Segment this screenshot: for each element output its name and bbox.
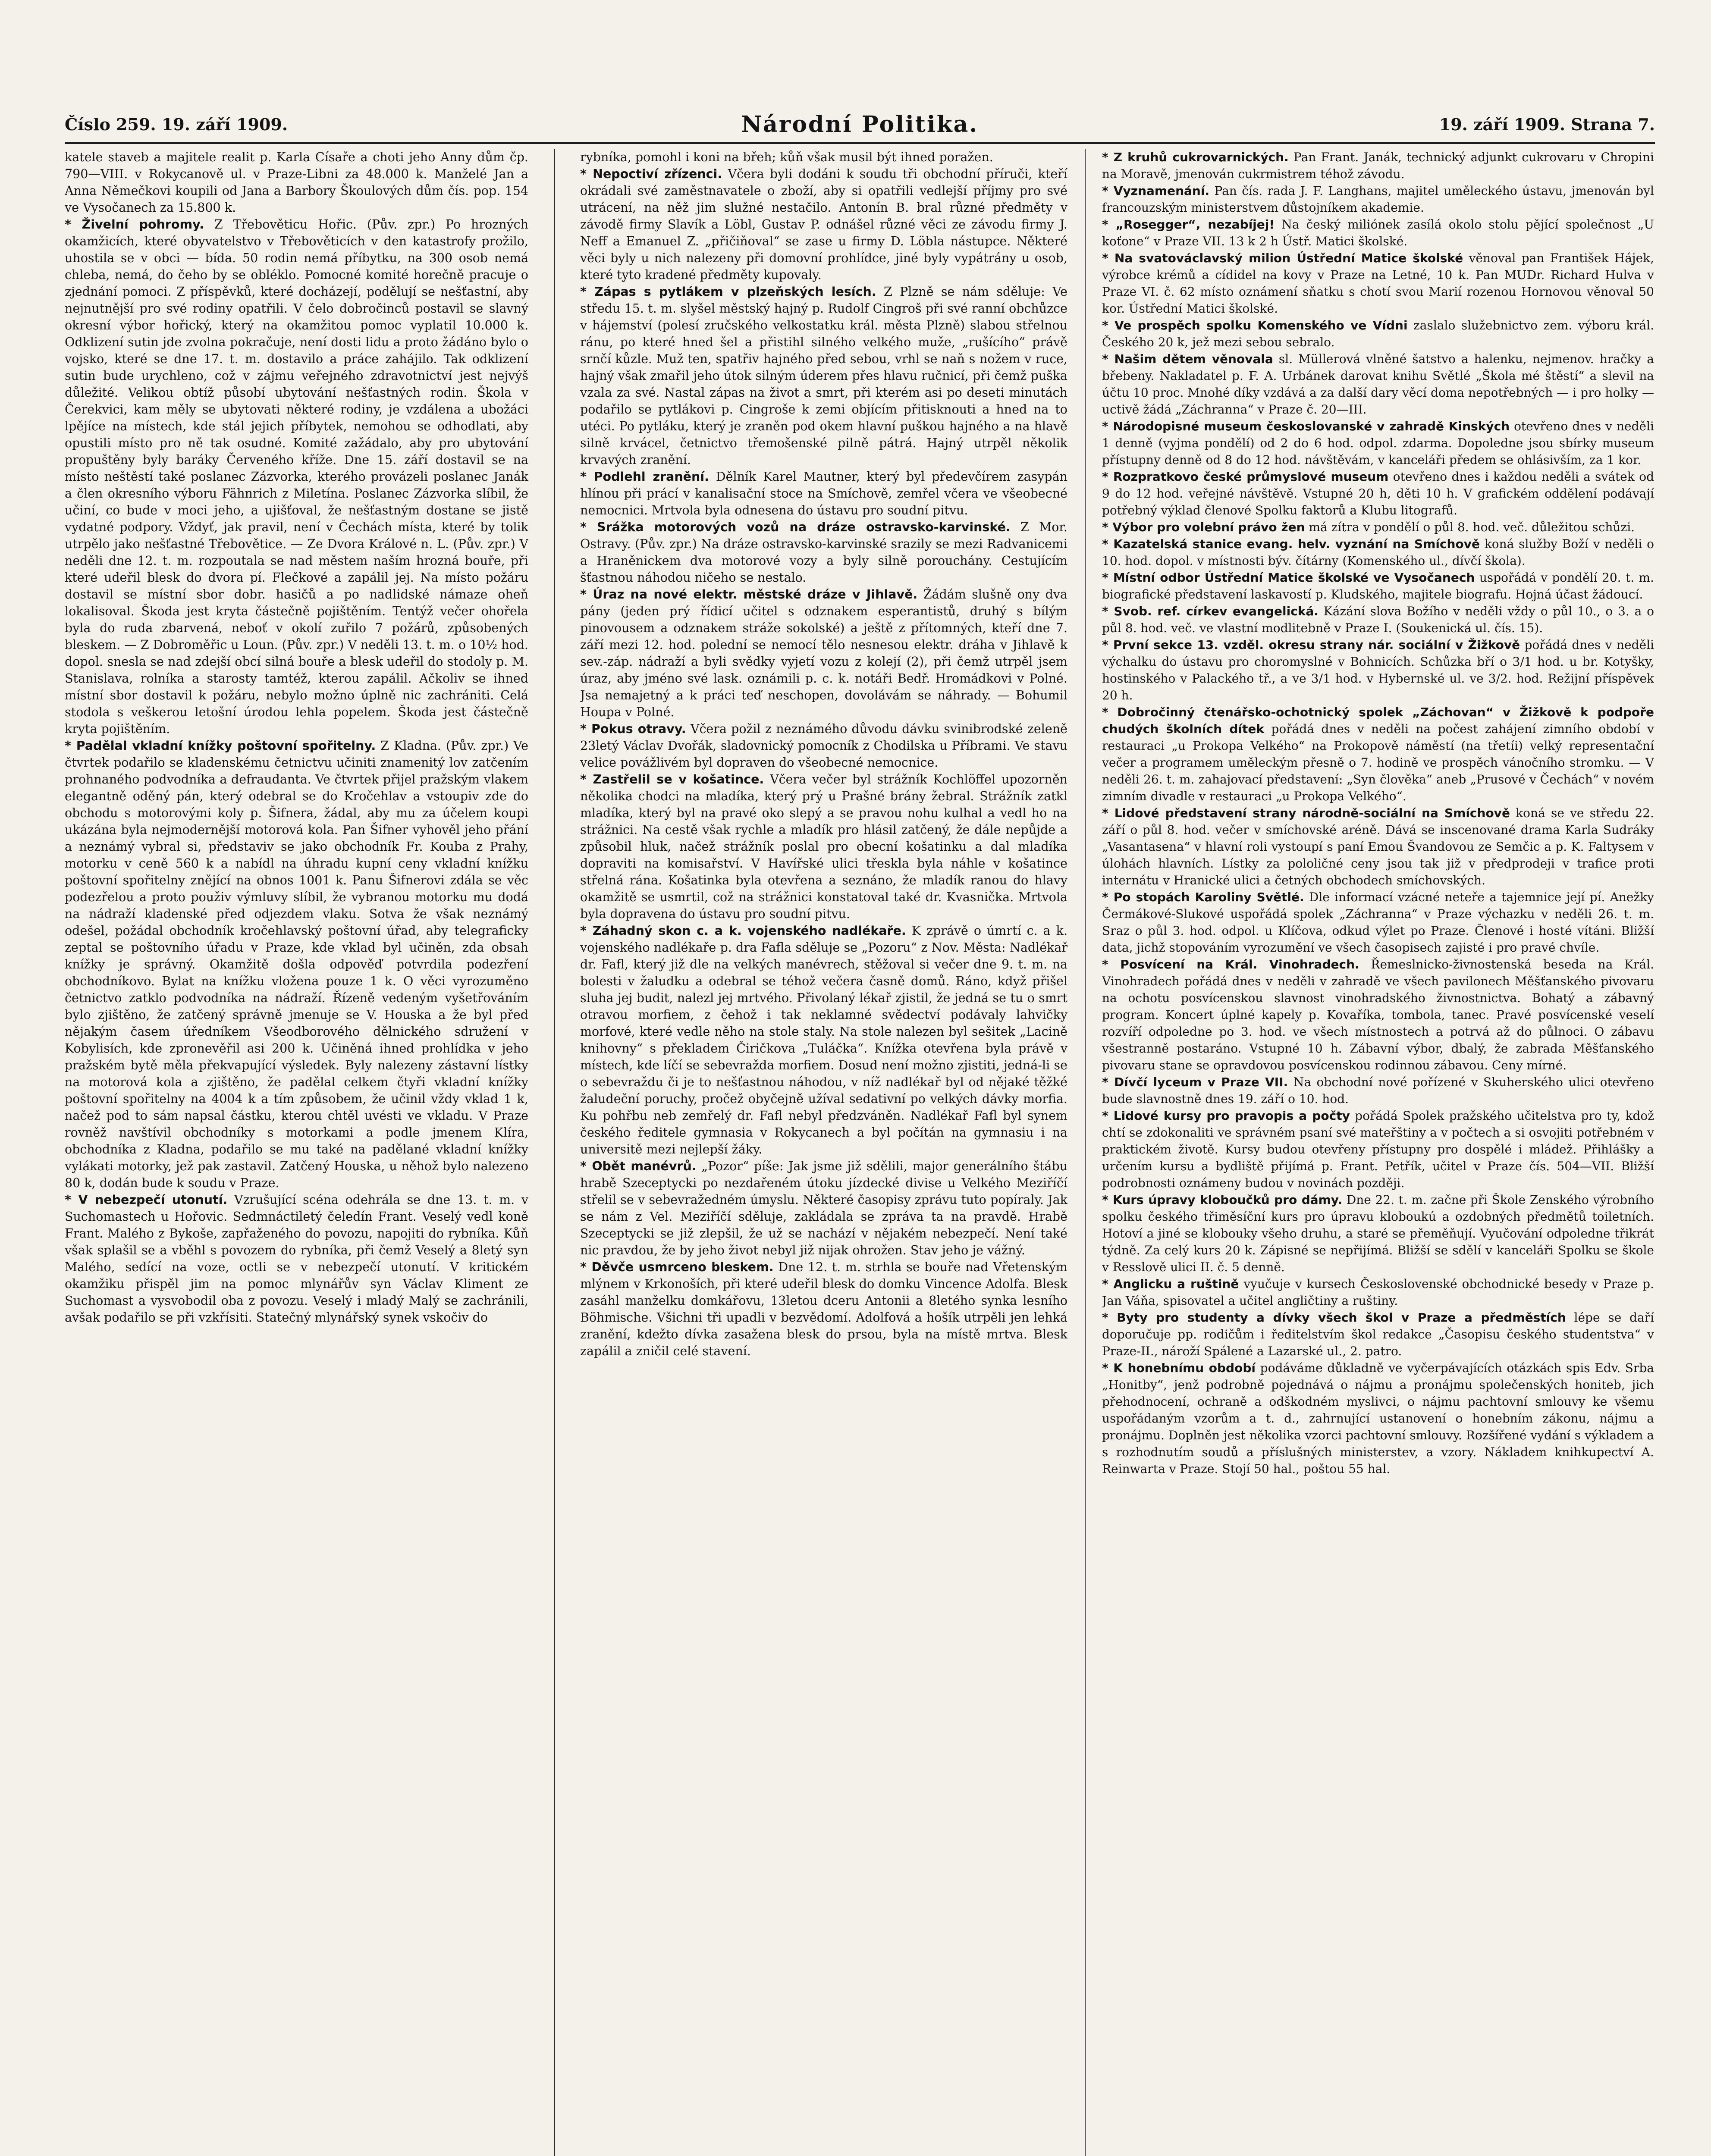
article-body: sl. Müllerová vlněné šatstvo a halenku, nejmenov. hračky a břebeny. Nakladatel p. F. A. Urbánek darovat knihu Světlé „Škola mé štěstí“ a slevil na účtu 10 proc. Mnohé díky vzdává a za další dary věcí doma nepotřebných — i pro holky — uctivě žádá „Záchranna“ v Praze č. 20—III. <box>1102 352 1654 417</box>
article-body: vyučuje v kursech Československé obchodnické besedy v Praze p. Jan Váňa, spisovatel a učitel angličtiny a ruštiny. <box>1102 1277 1654 1308</box>
article-headline: * Zastřelil se v košatince. <box>580 772 764 787</box>
article-body: Včera požil z neznámého důvodu dávku svinibrodské zeleně 23letý Václav Dvořák, sladovnický pomocník z Chodilska u Příbrami. Ve stavu velice povážlivém byl dopraven do všeobecné nemocnice. <box>580 722 1067 770</box>
article-headline: * Ve prospěch spolku Komenského ve Vídni <box>1102 318 1408 332</box>
article-body: Na český miliónek zasílá okolo stolu pějící společnost „U koťone“ v Praze VII. 13 k 2 h Ústř. Matici školské. <box>1102 217 1654 248</box>
article-headline: * Obět manévrů. <box>580 1159 697 1173</box>
article-body: Dne 12. t. m. strhla se bouře nad Vřetenským mlýnem v Krkonoších, při které udeřil blesk do domku Vincence Adolfa. Blesk zasáhl manželku domkářovu, 13letou dceru Antonii a 8letého synka lesního Böhmische. Všichni tři upadli v bezvědomí. Adolfová a hošík utrpěli jen lehká zranění, kdežto dívka zasažena blesk do prsou, byla na místě mrtva. Blesk zapálil a zničil celé stavení. <box>580 1260 1067 1358</box>
article-headline: * Anglicku a ruštině <box>1102 1277 1239 1291</box>
article-body: podáváme důkladně ve vyčerpávajících otázkách spis Edv. Srba „Honitby“, jenž podrobně pojednává o nájmu a pronájmu společenských honiteb, jich přehodnocení, ochraně a odškodném myslivci, o nájmu pachtovní smlouvy ke všemu uspořádaným vzorům a t. d., zahrnující ustanovení o honebním zákonu, nájmu a pronájmu. Doplněn jest několika vzorci pachtovní smlouvy. Rozšířené vydání s výkladem a s rozhodnutím soudů a příslušných ministerstev, a vzory. Nákladem knihkupectví A. Reinwarta v Praze. Stojí 50 hal., poštou 55 hal. <box>1102 1361 1654 1476</box>
article-body: Z Mor. Ostravy. (Pův. zpr.) Na dráze ostravsko-karvinské srazily se mezi Radvanicemi a Hraněnickem dva motorové vozy a byly silně porouchány. Cestujícím šťastnou náhodou ničeho se nestalo. <box>580 520 1067 585</box>
article-body: pořádá Spolek pražského učitelstva pro ty, kdož chtí se zdokonaliti ve správném psaní své mateřštiny a v počtech a si osvojiti potřebném v praktickém životě. Kursy budou otevřeny přístupny pro dospělé i mládež. Přihlášky a určením kursu a bydliště přijímá p. Frant. Petřík, učitel v Praze čís. 504—VII. Bližší podrobnosti oznámeny budou v novinách později. <box>1102 1109 1654 1190</box>
article-body: Včera byli dodáni k soudu tři obchodní příruči, kteří okrádali své zaměstnavatele o zboží, aby si opatřili vedlejší příjmy pro své utrácení, na něž jim služné nestačilo. Antonín B. bral různé předměty v závodě firmy Slavík a Löbl, Gustav P. odnášel různé věci ze závodu firmy J. Neff a Emanuel Z. „přičiňoval“ se zase u firmy D. Löbla nástupce. Některé věci byly u nich nalezeny při domovní prohlídce, jiné byly vypátrány u osob, které tyto kradené předměty kupovaly. <box>580 167 1067 282</box>
article-body: Z Třebověticu Hořic. (Pův. zpr.) Po hrozných okamžicích, které obyvatelstvo v Třebověticích v den katastrofy prožilo, uhostila se v obci — bída. 50 rodin nemá příbytku, na 300 osob nemá chleba, nemá, do čeho by se obléklo. Pomocné komité horečně pracuje o zjednání pomoci. Z příspěvků, které docházejí, podělují se nešťastní, aby nejnutnější pro své rodiny opatřili. V čelo dobročinců postavil se slavný okresní výbor hořický, který na okamžitou pomoc vyplatil 10.000 k. Odklizení sutin jde zvolna pokračuje, není dosti lidu a proto žádáno bylo o vojsko, které se dne 17. t. m. dostavilo a práce zahájilo. Tak odklizení sutin bude urychleno, což v zájmu veřejného zdravotnictví jest nejvýš důležité. Velikou obtíž působí ubytování nešťastných rodin. Škola v Čerekvici, kam měly se ubytovati některé rodiny, je vzdálena a ubožáci lpějíce na místech, kde stál jejich příbytek, nemohou se odhodlati, aby opustili místo pro ně tak osudné. Komité zažádalo, aby pro ubytování propuštěny byly baráky Červeného kříže. Dne 15. září dostavil se na místo neštěstí také poslanec Zázvorka, kterého provázeli poslanec Janák a člen okresního výboru Fähnrich z Miletína. Poslanec Zázvorka slíbil, že učiní, co bude v moci jeho, a ujišťoval, že nešťastným dostane se jistě vydatné podpory. Vždyť, jak pravil, není v Čechách místa, které by tolik utrpělo jako nešťastné Třebovětice. — Ze Dvora Králové n. L. (Pův. zpr.) V neděli dne 12. t. m. rozpoutala se nad městem naším hrozná bouře, při které udeřil blesk do dvora pí. Flečkové a zapálil jej. Na místo požáru dostavil se místní sbor dobr. hasičů a po nadlidské námaze oheň lokalisoval. Škoda jest kryta částečně pojištěním. Tentýž večer ohořela byla do ruda zbarvená, neboť v okolí zuřilo 7 požárů, způsobených bleskem. — Z Dobroměřic u Loun. (Pův. zpr.) V neděli 13. t. m. o 10½ hod. dopol. snesla se nad zdejší obcí silná bouře a blesk udeřil do stodoly p. M. Stanislava, rolníka a starosty tamtéž, kterou zapálil. Ačkoliv se ihned místní sbor dostavil k požáru, nebylo možno úplně nic zachrániti. Celá stodola s veškerou letošní úrodou lehla popelem. Škoda jest částečně kryta pojištěním. <box>65 217 528 736</box>
article-headline: * Místní odbor Ústřední Matice školské ve Vysočanech <box>1102 570 1475 585</box>
article-body: Žádám slušně ony dva pány (jeden prý řídicí učitel s odznakem esperantistů, druhý s bílým pinovousem a odznakem stráže sokolské) a ještě z přítomných, kteří dne 7. září mezi 12. hod. polední se nemocí tělo nesnesou elektr. dráha v Jihlavě k sev.-záp. nádraží a byli svědky vyjetí vozu z kolejí (2), při čemž utrpěl jsem úraz, aby jméno své lask. oznámili p. c. k. notáři Bedř. Hromádkovi v Polné. Jsa nemajetný a k práci teď neschopen, dovolávám se náhrady. — Bohumil Houpa v Polné. <box>580 587 1067 719</box>
article-headline: * Pokus otravy. <box>580 722 686 736</box>
article-body: uspořádá v pondělí 20. t. m. biografické představení laskavostí p. Kludského, majitele biografu. Hojná účast žádoucí. <box>1102 570 1654 602</box>
article-headline: * Kazatelská stanice evang. helv. vyznání na Smíchově <box>1102 537 1480 551</box>
article-body: Řemeslnicko-živnostenská beseda na Král. Vinohradech pořádá dnes v neděli v zahradě ve všech pavilonech Měšťanského pivovaru na ochotu posvícenskou slavnost vinohradského živnostnictva. Bohatý a zábavný program. Koncert úplné kapely p. Kovaříka, tombola, tanec. Pravé posvícenské veselí rozvíří odpoledne po 3. hod. ve všech místnostech a potrvá až do půlnoci. O zábavu všestranně postaráno. Vstupné 10 h. Zábavní výbor, dbalý, že zabrada Měšťanského pivovaru stane se opravdovou posvícenskou rodinnou zábavou. Ceny mírné. <box>1102 957 1654 1072</box>
article-headline: * Z kruhů cukrovarnických. <box>1102 150 1289 164</box>
article-headline: * Dívčí lyceum v Praze VII. <box>1102 1075 1288 1089</box>
article-body: Dne 22. t. m. začne při Škole Zenského výrobního spolku českého třiměsíční kurs pro úpravu kloboukú a ozdobných předmětů toiletních. Hotoví a jiné se klobouky všeho druhu, a staré se přeměňují. Vyučování odpoledne třikrát týdně. Za celý kurs 20 k. Zápisné se nepřijímá. Bližší se sdělí v kanceláři Spolku se škole v Resslově ulici II. č. 5 denně. <box>1102 1193 1654 1274</box>
article-body: Včera večer byl strážník Kochlöffel upozorněn několika chodci na mladíka, který prý u Prašné brány žebral. Strážník zatkl mladíka, který byl na pravé oko slepý a se pravou nohu kulhal a vedl ho na strážnici. Na cestě však rychle a mladík pro hlásil zatčený, že dále nepůjde a způsobil hluk, načež strážník poslal pro obecní košatinku a dal mladíka dopraviti na komisařství. V Havířské ulici třeskla byla náhle v košatince střelná rána. Košatinka byla otevřena a seznáno, že mladík ranou do hlavy okamžitě se usmrtil, což na strážnici konstatoval také dr. Kvasnička. Mrtvola byla dopravena do ústavu pro soudní pitvu. <box>580 772 1067 921</box>
article-headline: * Našim dětem věnovala <box>1102 352 1273 366</box>
article-headline: * Svob. ref. církev evangelická. <box>1102 604 1319 618</box>
article-body: Pan Frant. Janák, technický adjunkt cukrovaru v Chropini na Moravě, jmenován cukrmistrem téhož závodu. <box>1102 150 1654 181</box>
article-headline: * Záhadný skon c. a k. vojenského nadlékaře. <box>580 924 906 938</box>
article-headline: * Nepoctiví zřízenci. <box>580 167 722 181</box>
article-headline: * Dobročinný čtenářsko-ochotnický spolek „Záchovan“ v Žižkově k podpoře chudých školních dítek <box>1102 705 1654 736</box>
column-divider <box>554 149 555 2156</box>
article-headline: * V nebezpečí utonutí. <box>65 1193 228 1207</box>
article-body: koná služby Boží v neděli o 10. hod. dopol. v místnosti býv. čítárny (Komenského ul., dívčí škola). <box>1102 537 1654 568</box>
header-issue-date: Číslo 259. 19. září 1909. <box>65 115 288 134</box>
article-body: zaslalo služebnictvo zem. výboru král. Českého 20 k, jež mezi sebou sebralo. <box>1102 318 1654 349</box>
article-body: Z Plzně se nám sděluje: Ve středu 15. t. m. slyšel městský hajný p. Rudolf Cingroš při své ranní obchůzce v hájemství (polesí zručského velkostatku král. města Plzně) slabou střelnou ránu, po které hned šel a přistihl silného velkého muže, „rušícího“ právě srnčí kůzle. Muž ten, spatřiv hajného před sebou, vrhl se naň s nožem v ruce, hajný však zmařil jeho útok silným úderem přes hlavu ručnicí, při čemž puška vzala za své. Nastal zápas na život a smrt, při kterém asi po deseti minutách podařilo se pytlákovi p. Cingroše k zemi objícím přitisknouti a hned na to utéci. Po pytláku, který je zraněn pod okem hlavní puškou hajného a na hlavě silně krvácel, četnictvo třemošenské pilně pátrá. Hajný utrpěl několik krvavých zranění. <box>580 285 1067 467</box>
article-body: K zprávě o úmrtí c. a k. vojenského nadlékaře p. dra Fafla sděluje se „Pozoru“ z Nov. Města: Nadlékař dr. Fafl, který již dle na velkých manévrech, stěžoval si večer dne 9. t. m. na bolesti v žaludku a odebral se téhož večera časně domů. Ráno, když přišel sluha jej budit, nalezl jej mrtvého. Přivolaný lékař zjistil, že jedná se tu o smrt otravou morfiem, z čehož i tak neklamné svědectví podávaly lahvičky morfové, které vedle něho na stole staly. Na stole nalezen byl sešitek „Lacině knihovny“ s překladem Čiričkova „Tuláčka“. Knížka otevřena byla právě v místech, kde líčí se sebevražda morfiem. Dosud není možno zjistiti, jedná-li se o sebevraždu či je to nešťastnou náhodou, v níž nadlékař byl od nějaké těžké žaludeční poruchy, pročež obyčejně užíval sedativní po velkých dávky morfia. Ku pohřbu neb zemřelý dr. Fafl nebyl předzváněn. Nadlékař Fafl byl synem českého ředitele gymnasia v Rokycanech a byl počítán na gymnasiu i na universitě mezi nejlepší žáky. <box>580 924 1067 1156</box>
article-headline: * Kurs úpravy kloboučků pro dámy. <box>1102 1193 1343 1207</box>
article-body: Vzrušující scéna odehrála se dne 13. t. m. v Suchomastech u Hořovic. Sedmnáctiletý čeledín Frant. Veselý vedl koně Frant. Malého z Bykoše, zapřaženého do povozu, napojiti do rybníka. Kůň však splašil se a vběhl s povozem do rybníka, při čemž Veselý a 8letý syn Malého, sedící na voze, octli se v nebezpečí utonutí. V kritickém okamžiku přispěl jim na pomoc mlynářův syn Václav Kliment ze Suchomast a vysvobodil oba z povozu. Veselý i mladý Malý se zachránili, avšak podařilo se při vzkřísiti. Statečný mlynářský synek vskočiv do <box>65 1193 528 1325</box>
header-page-number: 19. září 1909. Strana 7. <box>1439 115 1655 134</box>
article-body: Kázání slova Božího v neděli vždy o půl 10., o 3. a o půl 8. hod. več. ve vlastní modlitebně v Praze I. (Soukenická ul. čís. 15). <box>1102 604 1654 635</box>
article-headline: * Lidové představení strany národně-sociální na Smíchově <box>1102 806 1510 820</box>
article-body: pořádá dnes v neděli výchalku do ústavu pro choromyslné v Bohnicích. Schůzka bří o 3/1 hod. u br. Kotyšky, hostinského v Palackého tř., a ve 3/1 hod. v Hybernské ul. ve 3/2. hod. Režijní příspěvek 20 h. <box>1102 638 1654 702</box>
article-body: Dle informací vzácné neteře a tajemnice její pí. Anežky Čermákové-Slukové uspořádá spolek „Záchranna“ v Praze výchazku v neděli 26. t. m. Sraz o půl 3. hod. odpol. u Klíčova, odkud výlet po Praze. Členové i hosté vítáni. Bližší data, jichž stopováním vyrozumění ve všech časopisech zajisté i pro pravé chvíle. <box>1102 890 1654 955</box>
article-headline: * Vyznamenání. <box>1102 184 1210 198</box>
article-headline: * Byty pro studenty a dívky všech škol v Praze a předměstích <box>1102 1310 1566 1325</box>
article-headline: * Výbor pro volební právo žen <box>1102 520 1305 534</box>
article-body: Na obchodní nové pořízené v Skuherského ulici otevřeno bude slavnostně dnes 19. září o 10. hod. <box>1102 1075 1654 1106</box>
article-headline: * Lidové kursy pro pravopis a počty <box>1102 1109 1350 1123</box>
article-body: pořádá dnes v neděli na počest zahájení zimního období v restauraci „u Prokopa Velkého“ na Prokopově náměstí (na třetíi) velký representační večer a programem uměleckým přesně o 7. hodině ve prospěch vánočního stromku. — V neděli 26. t. m. zahajovací představení: „Syn člověka“ aneb „Prusové v Čechách“ v novém zimním divadle v restauraci „u Prokopa Velkého“. <box>1102 722 1654 803</box>
article-headline: * Po stopách Karoliny Světlé. <box>1102 890 1304 904</box>
article-headline: * Úraz na nové elektr. městské dráze v Jihlavě. <box>580 587 918 602</box>
article-body: věnoval pan František Hájek, výrobce krémů a cídidel na kovy v Praze na Letné, 10 k. Pan MUDr. Richard Hulva v Praze VI. č. 62 místo oznámení sňatku s chotí svou Marií rozenou Hornovou věnoval 50 kor. Ústřední Matici školské. <box>1102 251 1654 316</box>
article-headline: * Podlehl zranění. <box>580 470 709 484</box>
article-continuation: katele staveb a majitele realit p. Karla Císaře a choti jeho Anny dům čp. 790—VIII. v Rokycanově ul. v Praze-Libni za 48.000 k. Manželé Jan a Anna Němečkovi koupili od Jana a Barbory Škoulových dům čís. pop. 154 ve Vysočanech za 15.800 k. <box>65 150 528 215</box>
article-headline: * Rozpratkovo české průmyslové museum <box>1102 470 1389 484</box>
article-headline: * Na svatováclavský milion Ústřední Matice školské <box>1102 251 1463 265</box>
column-right <box>1102 149 1654 2156</box>
article-body: koná se ve středu 22. září o půl 8. hod. večer v smíchovské aréně. Dává se inscenované drama Karla Sudráky „Vasantasena“ v hlavní roli vystoupí s paní Emou Švandovou ze Semčic a p. K. Faltysem v úlohách hlavních. Lístky za pololičné ceny jsou tak již v předprodeji v trafice proti internátu v Hranické ulici a četných obchodech smíchovských. <box>1102 806 1654 887</box>
article-body: otevřeno dnes v neděli 1 denně (vyjma pondělí) od 2 do 6 hod. odpol. zdarma. Dopoledne jsou sbírky museum přístupny denně od 8 do 12 hod. návštěvám, v kanceláři předem se ohlásivším, za 1 kor. <box>1102 419 1654 467</box>
article-body: lépe se daří doporučuje pp. rodičům i ředitelstvím škol redakce „Časopisu českého studentstva“ v Praze-II., nároží Spálené a Lazarské ul., 2. patro. <box>1102 1310 1654 1358</box>
article-body: Pan čís. rada J. F. Langhans, majitel uměleckého ústavu, jmenován byl francouzským ministerstvem důstojníkem akademie. <box>1102 184 1654 215</box>
article-body: otevřeno dnes i každou neděli a svátek od 9 do 12 hod. veřejné návštěvě. Vstupné 20 h, děti 10 h. V grafickém oddělení podávají potřebný výklad členové Spolku faktorů a Klubu litografů. <box>1102 470 1654 517</box>
page-header <box>65 108 1655 144</box>
article-headline: * Posvícení na Král. Vinohradech. <box>1102 957 1359 971</box>
column-left <box>65 149 528 2156</box>
article-headline: * Živelní pohromy. <box>65 217 204 232</box>
article-body: „Pozor“ píše: Jak jsme již sdělili, major generálního štábu hrabě Szeceptycki po nezdařeném útoku jízdecké divise u Velkého Meziříčí střelil se v sebevražedném úmyslu. Některé časopisy zprávu tuto popíraly. Jak se nám z Vel. Meziříčí sděluje, zakládala se zpráva ta na pravdě. Hrabě Szeceptycki se již zlepšil, že už se nachází v nějakém nebezpečí. Není také nic pravdou, že by jeho život nebyl již nijak ohrožen. Stav jeho je vážný. <box>580 1159 1067 1257</box>
article-body: Z Kladna. (Pův. zpr.) Ve čtvrtek podařilo se kladenskému četnictvu učiniti znamenitý lov zatčením prohnaného podvodníka a defraudanta. Ve čtvrtek přijel pražským vlakem elegantně oděný pán, který odebral se do Kročehlav a vstoupiv zde do obchodu s motorovými koly p. Šifnera, žádal, aby mu za účelem koupi ukázána byla nejmodernější motorová kola. Pan Šifner vyhověl jeho přání a neznámý vybral si, představiv se jako obchodník Fr. Kouba z Prahy, motorku v ceně 560 k a nabídl na úhradu kupní ceny vkladní knížku poštovní spořitelny znějící na obnos 1001 k. Panu Šifnerovi zdála se věc podezřelou a proto použiv výmluvy slíbil, že vybranou motorku mu dodá na nádraží kladenské před odjezdem vlaku. Sotva že však neznámý odešel, požádal obchodník kročehlavský poštovní úřad, aby telegraficky zeptal se poštovního úřadu v Praze, kde vklad byl učiněn, zda obsah knížky je správný. Okamžitě došla odpověď potvrdila podezření obchodníkovo. Bylat na knížku vložena pouze 1 k. O věci vyrozuměno četnictvo zatklo podvodníka na nádraží. Řízeně vedeným vyšetřováním bylo zjištěno, že zatčený správně jmenuje se V. Houska a že byl před nějakým časem úředníkem Všeodborového dělnického sdružení v Kobylisích, kde zpronevěřil asi 200 k. Učiněná ihned prohlídka v jeho pražském bytě měla překvapující výsledek. Byly nalezeny zástavní lístky na motorová kola a zjištěno, že padělal celkem čtyři vkladní knížky poštovní spořitelny na 4004 k a tím způsobem, že učinil vždy vklad 1 k, načež pod to sám napsal částku, kterou chtěl uvésti ve vkladu. V Praze rovněž navštívil obchodníky s motorkami a podle jmenem Klíra, obchodníka z Kladna, podařilo se mu také na padělané vkladní knížky vylákati motorky, jež pak zastavil. Zatčený Houska, u něhož bylo nalezeno 80 k, dodán bude k soudu v Praze. <box>65 739 528 1190</box>
article-headline: * Děvče usmrceno bleskem. <box>580 1260 774 1274</box>
column-divider <box>1085 149 1086 2156</box>
article-headline: * K honebnímu období <box>1102 1361 1256 1375</box>
article-headline: * Srážka motorových vozů na dráze ostravsko-karvinské. <box>580 520 1011 534</box>
article-headline: * Národopisné museum českoslovanské v zahradě Kinských <box>1102 419 1510 433</box>
article-continuation: rybníka, pomohl i koni na břeh; kůň však musil být ihned poražen. <box>580 150 993 164</box>
article-headline: * Zápas s pytlákem v plzeňských lesích. <box>580 285 876 299</box>
article-body: má zítra v pondělí o půl 8. hod. več. důležitou schůzi. <box>1309 520 1635 534</box>
article-headline: * Padělal vkladní knížky poštovní spořitelny. <box>65 739 376 753</box>
article-headline: * „Rosegger“, nezabíjej! <box>1102 217 1275 232</box>
article-body: Dělník Karel Mautner, který byl předevčírem zasypán hlínou při prácí v kanalisační stoce na Smíchově, zemřel včera ve všeobecné nemocnici. Mrtvola byla odnesena do ústavu pro soudní pitvu. <box>580 470 1067 517</box>
article-headline: * První sekce 13. vzděl. okresu strany nár. sociální v Žižkově <box>1102 638 1520 652</box>
header-title: Národní Politika. <box>741 111 979 138</box>
column-middle <box>580 149 1067 2156</box>
